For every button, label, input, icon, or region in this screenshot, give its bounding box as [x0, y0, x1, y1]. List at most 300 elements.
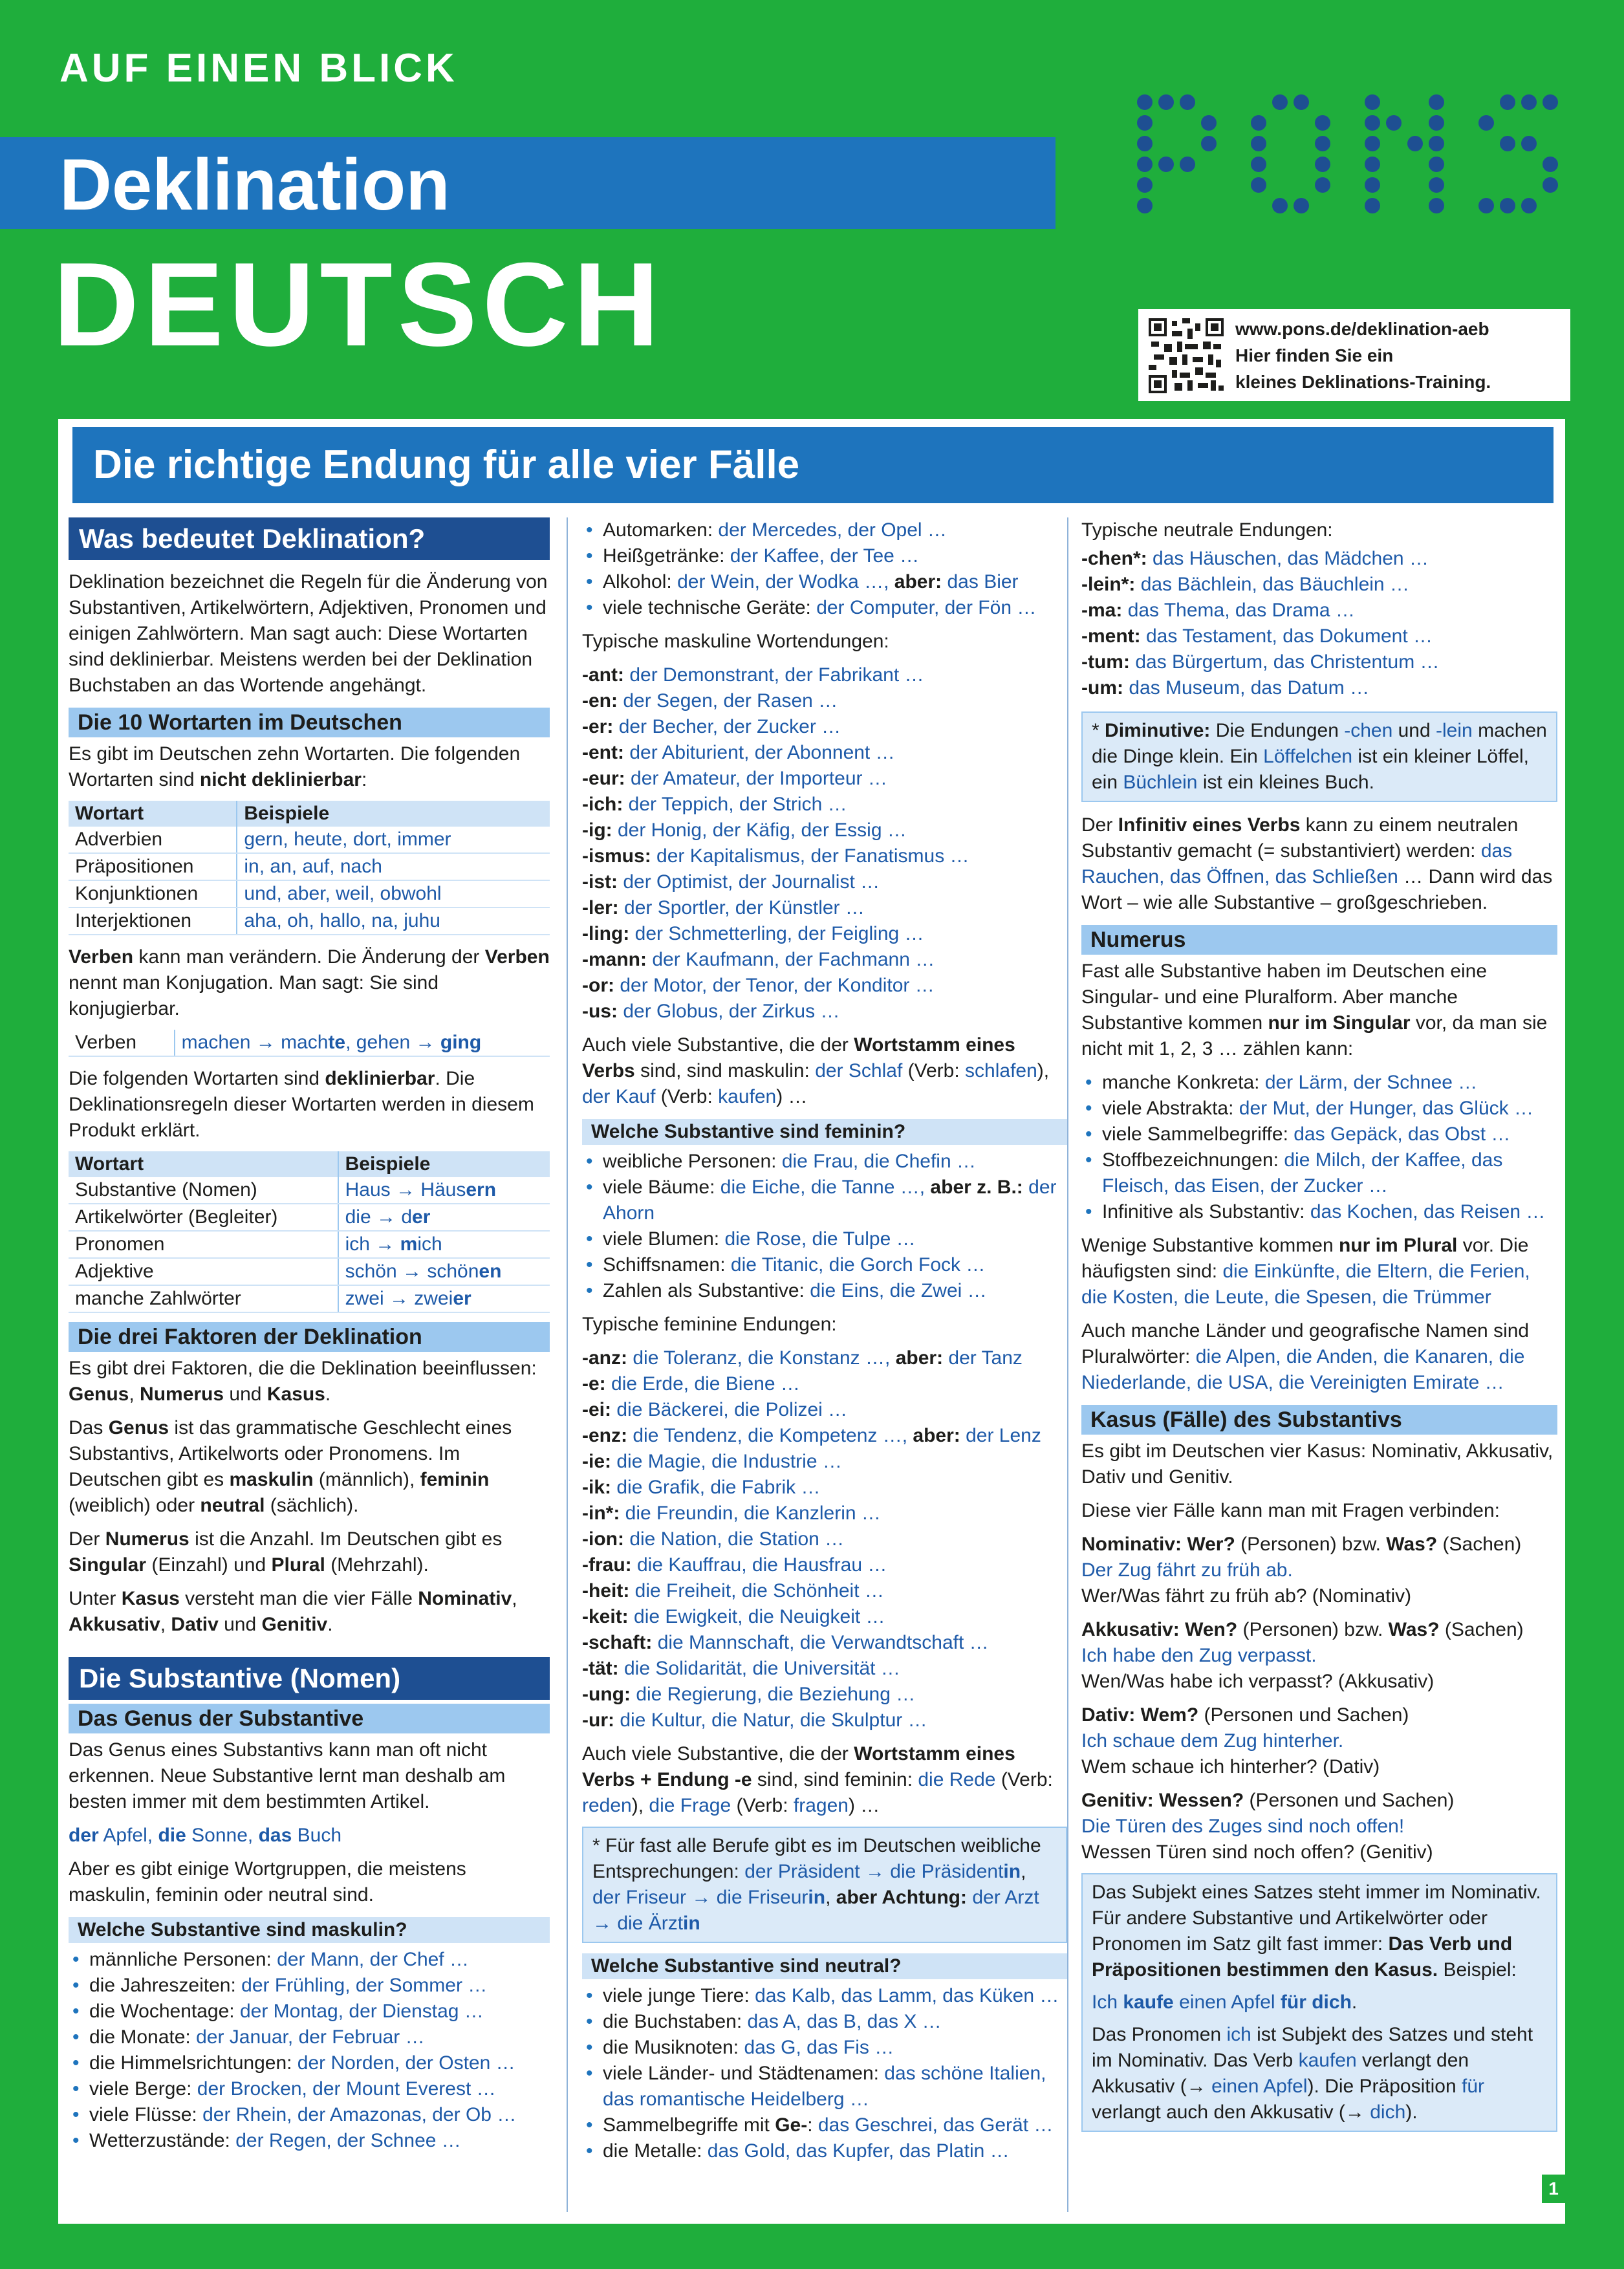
list-neu-endings — [1081, 546, 1557, 701]
example-articles: der Apfel, die Sonne, das Buch — [69, 1825, 342, 1846]
list-item — [582, 2138, 1067, 2164]
ending-row — [582, 895, 1067, 921]
ending-suffix: -heit: — [582, 1580, 630, 1601]
neu-endings-title: Typische neutrale Endungen: — [1081, 519, 1333, 541]
paragraph-plural: Wenige Substantive kommen nur im Plural vor. Die häufigsten sind: die Einkünfte, die Eltern, die Ferien, die Kosten, die Leute, die Spesen, die Trümmer — [1081, 1235, 1530, 1308]
table-cell — [338, 1204, 550, 1231]
list-item — [1081, 1199, 1557, 1225]
logo-dot — [1429, 157, 1444, 172]
case-name: Nominativ: Wer? — [1081, 1534, 1235, 1555]
heading-genus-substantive: Das Genus der Substantive — [69, 1704, 550, 1733]
item-example: der Wein, der Wodka …, — [677, 571, 889, 592]
ending-suffix: -eur: — [582, 768, 625, 789]
ending-examples: die Freiheit, die Schönheit … — [634, 1580, 884, 1601]
list-maskulin-continued — [582, 517, 1067, 621]
ending-examples: die Toleranz, die Konstanz …, — [633, 1347, 891, 1369]
item-label: Zahlen als Substantive: — [603, 1280, 810, 1301]
table-cell: Konjunktionen — [69, 880, 237, 907]
list-item — [1081, 1147, 1557, 1199]
list-item — [1081, 1070, 1557, 1096]
heading-numerus: Numerus — [1081, 925, 1557, 955]
ending-row — [1081, 546, 1557, 572]
main-banner: Die richtige Endung für alle vier Fälle — [72, 427, 1554, 503]
table-deklinierbar — [69, 1151, 550, 1313]
item-label: Alkohol: — [603, 571, 678, 592]
ending-row — [582, 662, 1067, 688]
table-cell: und, aber, weil, obwohl — [237, 880, 550, 907]
item-label: viele Blumen: — [603, 1228, 725, 1250]
item-keyword: Ge- — [775, 2114, 808, 2136]
ending-examples: der Abiturient, der Abonnent … — [629, 742, 895, 763]
logo-dot — [1365, 136, 1380, 151]
example-text: Haus → Häus — [345, 1179, 466, 1200]
item-example: das Gepäck, das Obst … — [1294, 1124, 1511, 1145]
item-label: die Wochentage: — [89, 2001, 240, 2022]
table-cell: Verben — [69, 1030, 175, 1056]
ending-examples: die Freundin, die Kanzlerin … — [625, 1503, 881, 1524]
table-cell: Substantive (Nomen) — [69, 1177, 338, 1204]
table-row — [69, 907, 550, 935]
ending-row — [582, 1501, 1067, 1526]
list-maskulin — [69, 1947, 550, 2154]
ending-examples: das Thema, das Drama … — [1127, 600, 1355, 621]
ending-examples: der Demonstrant, der Fabrikant … — [629, 664, 924, 686]
table-row — [69, 1204, 550, 1231]
list-singular — [1081, 1070, 1557, 1225]
heading-wortarten: Die 10 Wortarten im Deutschen — [69, 708, 550, 737]
paragraph-verben: Verben kann man verändern. Die Änderung der Verben nennt man Konjugation. Man sagt: Sie sind konjugierbar. — [69, 946, 550, 1019]
item-example: das Bier — [947, 571, 1019, 592]
list-item — [582, 2035, 1067, 2061]
logo-dot — [1137, 136, 1153, 151]
ending-suffix: -ich: — [582, 794, 623, 815]
note-diminutive: * Diminutive: Die Endungen -chen und -lein machen die Dinge klein. Ein Löffelchen ist ein kleiner Löffel, ein Büchlein ist ein kleines Buch. — [1081, 711, 1557, 802]
logo-dot — [1294, 94, 1309, 110]
paragraph-laender: Auch manche Länder und geografische Namen sind Pluralwörter: die Alpen, die Anden, die Kanaren, die Niederlande, die USA, die Vereinigten Emirate … — [1081, 1320, 1530, 1393]
ending-examples: der Tanz — [948, 1347, 1023, 1369]
ending-suffix: -ik: — [582, 1477, 611, 1498]
ending-examples: das Häuschen, das Mädchen … — [1153, 548, 1429, 569]
case-name: Dativ: Wem? — [1081, 1704, 1199, 1726]
item-label: viele Länder- und Städtenamen: — [603, 2063, 885, 2084]
column-3 — [1081, 517, 1557, 2142]
logo-dot — [1315, 136, 1330, 151]
ending-keyword: aber: — [890, 1347, 949, 1369]
ending-row — [1081, 572, 1557, 598]
ending-examples: der Schmetterling, der Feigling … — [634, 923, 924, 944]
logo-dot — [1543, 177, 1558, 193]
logo-dot — [1543, 94, 1558, 110]
ending-suffix: -ion: — [582, 1528, 624, 1550]
column-2 — [582, 517, 1067, 2172]
ending-examples: die Tendenz, die Kompetenz …, — [633, 1425, 908, 1446]
item-label: Sammelbegriffe mit — [603, 2114, 775, 2136]
ending-suffix: -ler: — [582, 897, 619, 918]
case-question — [1081, 1532, 1557, 1558]
case-note: (Personen und Sachen) — [1204, 1704, 1409, 1726]
item-label: die Monate: — [89, 2026, 197, 2048]
table-row — [69, 1258, 550, 1285]
ending-row — [582, 1656, 1067, 1682]
list-item — [582, 1175, 1067, 1226]
case-question — [1081, 1788, 1557, 1814]
column-1 — [69, 517, 550, 2162]
list-neutral — [582, 1983, 1067, 2164]
item-example: das A, das B, das X … — [747, 2011, 942, 2032]
item-label: die Buchstaben: — [603, 2011, 748, 2032]
ending-examples: der Teppich, der Strich … — [628, 794, 847, 815]
case-note: (Sachen) — [1442, 1534, 1522, 1555]
item-example: das G, das Fis … — [744, 2037, 894, 2058]
item-label: die Jahreszeiten: — [89, 1975, 242, 1996]
ending-suffix: -ma: — [1081, 600, 1123, 621]
table-cell: Pronomen — [69, 1231, 338, 1258]
ending-examples: die Ewigkeit, die Neuigkeit … — [634, 1606, 885, 1627]
table-cell — [338, 1285, 550, 1312]
logo-dot — [1315, 177, 1330, 193]
list-feminin — [582, 1149, 1067, 1304]
case-note: (Personen) bzw. — [1240, 1534, 1381, 1555]
example-ending: er — [412, 1206, 431, 1228]
list-item — [69, 2025, 550, 2050]
table-header: Wortart — [69, 801, 237, 827]
example-ending: ern — [466, 1179, 497, 1200]
heading-kasus: Kasus (Fälle) des Substantivs — [1081, 1405, 1557, 1435]
list-item — [582, 2009, 1067, 2035]
heading-feminin: Welche Substantive sind feminin? — [582, 1119, 1067, 1145]
item-example: der Brocken, der Mount Everest … — [197, 2078, 496, 2100]
logo-dot — [1180, 157, 1195, 172]
logo-dot — [1386, 115, 1402, 131]
case-ask: Wen/Was habe ich verpasst? (Akkusativ) — [1081, 1671, 1435, 1692]
item-example: der Regen, der Schnee … — [235, 2130, 461, 2151]
list-item — [1081, 1122, 1557, 1147]
logo-dot — [1158, 94, 1174, 110]
case-block — [1081, 1702, 1557, 1780]
ending-suffix: -ur: — [582, 1710, 614, 1731]
list-cases — [1081, 1532, 1557, 1865]
item-label: viele Bäume: — [603, 1177, 720, 1198]
ending-row — [1081, 624, 1557, 649]
ending-suffix: -or: — [582, 975, 614, 996]
qr-url[interactable]: www.pons.de/deklination-aeb — [1235, 319, 1489, 339]
ending-examples: das Bächlein, das Bäuchlein … — [1140, 574, 1409, 595]
item-example: das Geschrei, das Gerät … — [817, 2114, 1054, 2136]
logo-dot — [1137, 198, 1153, 213]
case-block — [1081, 1617, 1557, 1695]
logo-dot — [1180, 94, 1195, 110]
table-cell — [338, 1177, 550, 1204]
case-note: (Personen und Sachen) — [1249, 1790, 1455, 1811]
list-item — [1081, 1096, 1557, 1122]
table-cell — [338, 1258, 550, 1285]
item-label: die Musiknoten: — [603, 2037, 744, 2058]
example-text: schön → schön — [345, 1261, 479, 1282]
qr-code-icon — [1149, 318, 1224, 393]
ending-row — [1081, 649, 1557, 675]
case-question — [1081, 1702, 1557, 1728]
ending-suffix: -in*: — [582, 1503, 620, 1524]
ending-row — [1081, 598, 1557, 624]
ending-suffix: -tum: — [1081, 651, 1130, 673]
ending-examples: die Magie, die Industrie … — [616, 1451, 842, 1472]
ending-row — [582, 740, 1067, 766]
item-example: der Computer, der Fön … — [816, 597, 1037, 618]
ending-row — [582, 766, 1067, 792]
logo-dot — [1365, 115, 1380, 131]
table-row — [69, 1231, 550, 1258]
heading-was-bedeutet: Was bedeutet Deklination? — [69, 517, 550, 560]
logo-dot — [1500, 198, 1515, 213]
ending-suffix: -anz: — [582, 1347, 627, 1369]
fem-endings-title: Typische feminine Endungen: — [582, 1314, 837, 1335]
item-label: Infinitive als Substantiv: — [1102, 1201, 1310, 1222]
ending-row — [582, 1630, 1067, 1656]
paragraph-definition: Deklination bezeichnet die Regeln für die Änderung von Substantiven, Artikelwörtern, Adjektiven, Pronomen und einigen Zahlwörtern. Man sagt auch: Diese Wortarten sind deklinierbar. Meistens werden bei der Deklination Buchstaben an das Wortende angehängt. — [69, 571, 548, 696]
paragraph-genus-text: Das Genus eines Substantivs kann man oft nicht erkennen. Neue Substantive lernt man deshalb am besten immer mit dem bestimmten Artikel. — [69, 1739, 506, 1812]
mask-endings-title: Typische maskuline Wortendungen: — [582, 631, 889, 652]
list-item — [69, 1947, 550, 1973]
ending-row — [582, 1449, 1067, 1475]
ending-suffix: -lein*: — [1081, 574, 1136, 595]
logo-dot — [1294, 198, 1309, 213]
ending-row — [582, 1371, 1067, 1397]
table-cell: Adjektive — [69, 1258, 338, 1285]
ending-suffix: -ei: — [582, 1399, 611, 1420]
list-item — [582, 2061, 1067, 2112]
ending-examples: der Sportler, der Künstler … — [624, 897, 865, 918]
qr-box — [1138, 309, 1570, 401]
logo-dot — [1365, 198, 1380, 213]
ending-examples: die Regierung, die Beziehung … — [636, 1684, 916, 1705]
paragraph-kasus-intro: Es gibt im Deutschen vier Kasus: Nominativ, Akkusativ, Dativ und Genitiv. — [1081, 1440, 1554, 1488]
ending-row — [582, 1423, 1067, 1449]
case-name: Genitiv: Wessen? — [1081, 1790, 1244, 1811]
ending-suffix: -tät: — [582, 1658, 619, 1679]
table-header: Wortart — [69, 1151, 338, 1177]
logo-dot — [1478, 115, 1494, 131]
ending-examples: die Mannschaft, die Verwandtschaft … — [657, 1632, 989, 1653]
ending-examples: die Nation, die Station … — [629, 1528, 845, 1550]
item-example: der Rhein, der Amazonas, der Ob … — [202, 2104, 517, 2125]
ending-suffix: -en: — [582, 690, 618, 711]
list-item — [582, 1226, 1067, 1252]
table-row — [69, 880, 550, 907]
case-name: Was? — [1386, 1534, 1438, 1555]
table-verben — [69, 1030, 550, 1057]
ending-examples: die Bäckerei, die Polizei … — [616, 1399, 848, 1420]
item-label: viele Flüsse: — [89, 2104, 203, 2125]
item-label: Stoffbezeichnungen: — [1102, 1149, 1284, 1171]
paragraph-numerus: Fast alle Substantive haben im Deutschen eine Singular- und eine Pluralform. Aber manche Substantive kommen nur im Singular vor, da man sie nicht mit 1, 2, 3 … zählen kann: — [1081, 961, 1548, 1059]
ending-row — [582, 688, 1067, 714]
table-cell: aha, oh, hallo, na, juhu — [237, 907, 550, 935]
table-cell — [338, 1231, 550, 1258]
item-label: Wetterzustände: — [89, 2130, 236, 2151]
logo-dot — [1500, 94, 1515, 110]
ending-row — [582, 1475, 1067, 1501]
case-name: Was? — [1388, 1619, 1440, 1640]
language-title: DEUTSCH — [53, 237, 665, 371]
paragraph-faktoren: Es gibt drei Faktoren, die die Deklination beeinflussen: Genus, Numerus und Kasus. — [69, 1358, 537, 1405]
logo-dot — [1201, 136, 1217, 151]
list-item — [69, 2102, 550, 2128]
ending-examples: der Kaufmann, der Fachmann … — [652, 949, 935, 970]
list-item — [69, 2128, 550, 2154]
ending-suffix: -um: — [1081, 677, 1123, 699]
logo-dot — [1315, 115, 1330, 131]
item-example: das schöne Italien, das romantische Heidelberg … — [603, 2063, 1046, 2110]
ending-examples: der Segen, der Rasen … — [623, 690, 838, 711]
item-example: die Titanic, die Gorch Fock … — [730, 1254, 986, 1276]
column-divider — [1067, 517, 1068, 2212]
heading-substantive: Die Substantive (Nomen) — [69, 1657, 550, 1700]
item-example: das Kalb, das Lamm, das Küken … — [755, 1985, 1059, 2006]
case-question — [1081, 1617, 1557, 1643]
logo-dot — [1543, 157, 1558, 172]
list-item — [582, 543, 1067, 569]
note-subjekt: Das Subjekt eines Satzes steht immer im Nominativ. Für andere Substantive und Artikelwörter oder Pronomen im Satz gilt fast immer: Das Verb und Präpositionen bestimmen den Kasus. Beispiel: Ich kaufe einen Apfel für dich. Das Pronomen ich ist Subjekt des Satzes und steht im Nominativ. Das Verb kaufen verlangt den Akkusativ (→ einen Apfel). Die Präposition für verlangt auch den Akkusativ (→ dich). — [1081, 1873, 1557, 2132]
case-name: Akkusativ: Wen? — [1081, 1619, 1238, 1640]
logo-dot — [1158, 157, 1174, 172]
list-item — [69, 1973, 550, 1999]
logo-dot — [1315, 157, 1330, 172]
list-item — [582, 1252, 1067, 1278]
item-label: viele Berge: — [89, 2078, 197, 2100]
item-example: der Januar, der Februar … — [196, 2026, 425, 2048]
ending-row — [582, 1708, 1067, 1733]
item-example: der Mut, der Hunger, das Glück … — [1239, 1098, 1533, 1119]
logo-dot — [1429, 177, 1444, 193]
item-label: viele Sammelbegriffe: — [1102, 1124, 1294, 1145]
list-item — [582, 569, 1067, 595]
item-keyword: aber z. B.: — [925, 1177, 1029, 1198]
case-ask: Wessen Türen sind noch offen? (Genitiv) — [1081, 1841, 1433, 1863]
paragraph-genus: Das Genus ist das grammatische Geschlecht eines Substantivs, Artikelworts oder Pronomens. Im Deutschen gibt es maskulin (männlich), feminin (weiblich) oder neutral (sächlich). — [69, 1417, 512, 1516]
example-ending: er — [453, 1288, 471, 1309]
table-nicht-deklinierbar — [69, 801, 550, 935]
ending-row — [582, 818, 1067, 843]
logo-dot — [1365, 157, 1380, 172]
logo-dot — [1137, 115, 1153, 131]
ending-row — [582, 1397, 1067, 1423]
case-note: (Personen) bzw. — [1242, 1619, 1383, 1640]
list-item — [69, 2076, 550, 2102]
table-cell: Interjektionen — [69, 907, 237, 935]
logo-dot — [1478, 198, 1494, 213]
item-example: der Mann, der Chef … — [277, 1949, 469, 1970]
list-mask-endings — [582, 662, 1067, 1025]
item-label: Automarken: — [603, 519, 719, 541]
item-keyword: aber: — [889, 571, 947, 592]
logo-dot — [1429, 115, 1444, 131]
item-example: der Frühling, der Sommer … — [241, 1975, 488, 1996]
paragraph-numerus: Der Numerus ist die Anzahl. Im Deutschen gibt es Singular (Einzahl) und Plural (Mehrzahl). — [69, 1528, 503, 1576]
case-example: Ich schaue dem Zug hinterher. — [1081, 1730, 1344, 1752]
ending-examples: der Kapitalismus, der Fanatismus … — [656, 845, 969, 867]
ending-examples: die Kauffrau, die Hausfrau … — [637, 1554, 887, 1576]
column-divider — [567, 517, 568, 2212]
page-number: 1 — [1542, 2175, 1565, 2203]
logo-dot — [1251, 157, 1266, 172]
item-example: die Rose, die Tulpe … — [724, 1228, 916, 1250]
ending-keyword: aber: — [907, 1425, 966, 1446]
item-example: der Mercedes, der Opel … — [718, 519, 947, 541]
list-item — [582, 595, 1067, 621]
table-row — [69, 853, 550, 880]
item-label: die Himmelsrichtungen: — [89, 2052, 298, 2074]
item-label: viele junge Tiere: — [603, 1985, 755, 2006]
item-example: die Eiche, die Tanne …, — [720, 1177, 926, 1198]
ending-row — [582, 947, 1067, 973]
example-text: die → d — [345, 1206, 413, 1228]
pons-logo — [1133, 89, 1586, 222]
ending-examples: der Honig, der Käfig, der Essig … — [617, 820, 907, 841]
item-example: die Eins, die Zwei … — [810, 1280, 987, 1301]
ending-row — [582, 1526, 1067, 1552]
list-item — [582, 1983, 1067, 2009]
logo-dot — [1429, 198, 1444, 213]
case-block — [1081, 1532, 1557, 1609]
item-example: die Milch, der Kaffee, das Fleisch, das Eisen, der Zucker … — [1102, 1149, 1503, 1197]
item-label: weibliche Personen: — [603, 1151, 782, 1172]
item-example: die Frau, die Chefin … — [781, 1151, 976, 1172]
ending-suffix: -keit: — [582, 1606, 629, 1627]
ending-examples: die Kultur, die Natur, die Skulptur … — [620, 1710, 927, 1731]
ending-suffix: -enz: — [582, 1425, 627, 1446]
item-example: der Montag, der Dienstag … — [239, 2001, 484, 2022]
item-example: der Kaffee, der Tee … — [730, 545, 920, 567]
paragraph-kasus-fragen: Diese vier Fälle kann man mit Fragen verbinden: — [1081, 1500, 1500, 1521]
item-example: der Ahorn — [603, 1177, 1057, 1224]
ending-examples: das Museum, das Datum … — [1129, 677, 1370, 699]
ending-examples: die Grafik, die Fabrik … — [616, 1477, 821, 1498]
ending-suffix: -ist: — [582, 871, 618, 893]
logo-dot — [1137, 177, 1153, 193]
ending-row — [582, 921, 1067, 947]
ending-suffix: -us: — [582, 1001, 618, 1022]
table-cell: gern, heute, dort, immer — [237, 827, 550, 853]
ending-examples: der Becher, der Zucker … — [618, 716, 841, 737]
table-cell: Präpositionen — [69, 853, 237, 880]
paragraph-stamm: Auch viele Substantive, die der Wortstamm eines Verbs sind, sind maskulin: der Schlaf (Verb: schlafen), der Kauf (Verb: kaufen) … — [582, 1034, 1050, 1107]
ending-row — [582, 1345, 1067, 1371]
case-note: (Sachen) — [1444, 1619, 1524, 1640]
logo-dot — [1521, 198, 1537, 213]
list-fem-endings — [582, 1345, 1067, 1733]
ending-row — [582, 792, 1067, 818]
list-item — [582, 2112, 1067, 2138]
list-item — [69, 1999, 550, 2025]
item-label: Schiffsnamen: — [603, 1254, 731, 1276]
ending-suffix: -schaft: — [582, 1632, 653, 1653]
case-example: Der Zug fährt zu früh ab. — [1081, 1559, 1293, 1581]
ending-suffix: -ling: — [582, 923, 630, 944]
table-cell: manche Zahlwörter — [69, 1285, 338, 1312]
ending-examples: der Motor, der Tenor, der Konditor … — [620, 975, 935, 996]
item-label: die Metalle: — [603, 2140, 708, 2162]
logo-dot — [1272, 198, 1288, 213]
logo-dot — [1500, 136, 1515, 151]
table-cell: Adverbien — [69, 827, 237, 853]
ending-examples: der Lenz — [966, 1425, 1041, 1446]
ending-suffix: -ment: — [1081, 625, 1141, 647]
ending-examples: die Erde, die Biene … — [611, 1373, 800, 1395]
example-ending: en — [479, 1261, 502, 1282]
item-example: der Lärm, der Schnee … — [1264, 1072, 1478, 1093]
item-label: viele technische Geräte: — [603, 597, 817, 618]
logo-dot — [1407, 136, 1423, 151]
